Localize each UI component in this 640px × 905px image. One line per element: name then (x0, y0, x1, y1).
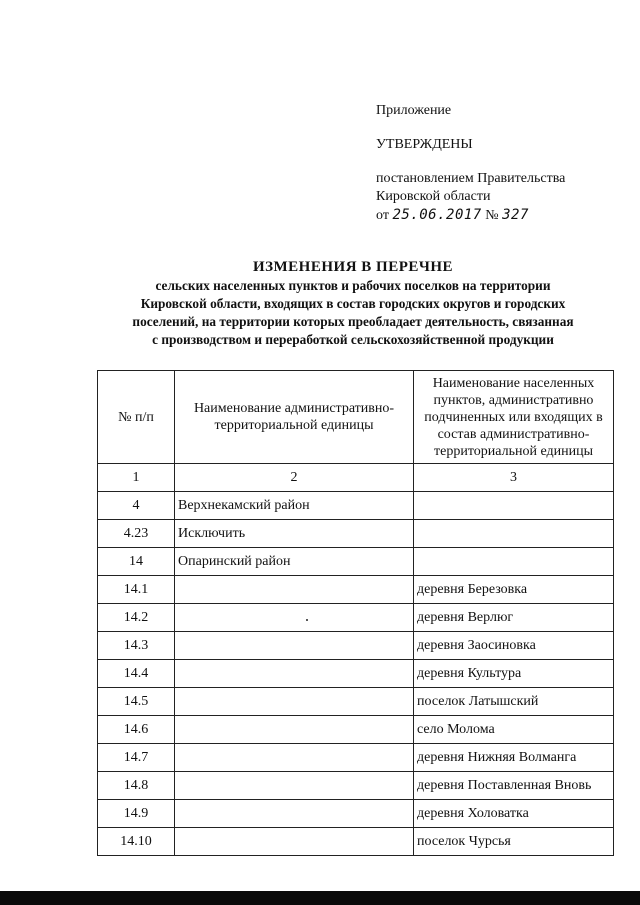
row-number: 14 (98, 548, 175, 576)
row-number: 14.5 (98, 688, 175, 716)
row-settlement: деревня Холоватка (414, 800, 614, 828)
document-title: ИЗМЕНЕНИЯ В ПЕРЕЧНЕ (252, 259, 454, 275)
resolution-line-1: постановлением Правительства (376, 171, 566, 186)
row-settlement: деревня Березовка (414, 576, 614, 604)
table-row (98, 632, 614, 660)
table-row (98, 520, 614, 548)
row-settlement (414, 548, 614, 576)
row-settlement: деревня Заосиновка (414, 632, 614, 660)
number-sign: № (485, 208, 499, 223)
row-unit: Верхнекамский район (175, 492, 414, 520)
row-number: 14.10 (98, 828, 175, 856)
row-unit (175, 604, 414, 632)
approved-label: УТВЕРЖДЕНЫ (376, 137, 473, 152)
row-number: 14.4 (98, 660, 175, 688)
row-unit (175, 660, 414, 688)
row-settlement: село Молома (414, 716, 614, 744)
row-unit (175, 744, 414, 772)
row-number: 14.2 (98, 604, 175, 632)
table-row (98, 548, 614, 576)
row-settlement: деревня Культура (414, 660, 614, 688)
header-unit: Наименование административно-территориальной единицы (175, 371, 414, 464)
row-number: 14.1 (98, 576, 175, 604)
row-number: 14.9 (98, 800, 175, 828)
row-number: 14.7 (98, 744, 175, 772)
scan-bottom-edge (0, 891, 640, 905)
row-number: 14.3 (98, 632, 175, 660)
row-number: 14.6 (98, 716, 175, 744)
row-settlement: деревня Поставленная Вновь (414, 772, 614, 800)
changes-table (97, 370, 614, 856)
handwritten-date: 25.06.2017 (392, 207, 482, 223)
scan-speck (306, 619, 308, 621)
table-row (98, 772, 614, 800)
row-unit (175, 716, 414, 744)
row-unit (175, 828, 414, 856)
subtitle-line-2: Кировской области, входящих в состав городских округов и городских (140, 296, 566, 311)
column-number-1: 1 (98, 464, 175, 492)
row-settlement: деревня Верлюг (414, 604, 614, 632)
subtitle-line-4: с производством и переработкой сельскохозяйственной продукции (152, 332, 554, 347)
subtitle-line-1: сельских населенных пунктов и рабочих поселков на территории (155, 278, 551, 293)
column-number-3: 3 (414, 464, 614, 492)
resolution-date-line (376, 206, 626, 225)
column-number-2: 2 (175, 464, 414, 492)
header-number: № п/п (98, 371, 175, 464)
row-unit (175, 576, 414, 604)
appendix-label: Приложение (376, 103, 452, 118)
table-row (98, 660, 614, 688)
table-row (98, 800, 614, 828)
table-row (98, 716, 614, 744)
row-unit (175, 632, 414, 660)
row-unit (175, 800, 414, 828)
row-settlement (414, 520, 614, 548)
row-settlement: поселок Чурсья (414, 828, 614, 856)
table-row (98, 492, 614, 520)
row-unit (175, 688, 414, 716)
document-heading (60, 257, 640, 349)
handwritten-number: 327 (502, 207, 529, 223)
table-header-row (98, 371, 614, 464)
row-unit (175, 772, 414, 800)
table-row (98, 744, 614, 772)
table-row (98, 604, 614, 632)
row-settlement (414, 492, 614, 520)
subtitle-line-3: поселений, на территории которых преобладает деятельность, связанная (132, 314, 574, 329)
row-number: 14.8 (98, 772, 175, 800)
row-unit: Опаринский район (175, 548, 414, 576)
row-number: 4.23 (98, 520, 175, 548)
row-settlement: поселок Латышский (414, 688, 614, 716)
table-row (98, 576, 614, 604)
table-row (98, 828, 614, 856)
column-number-row (98, 464, 614, 492)
row-unit: Исключить (175, 520, 414, 548)
table-row (98, 688, 614, 716)
header-settlement: Наименование населенных пунктов, административно подчиненных или входящих в состав административно-территориальной единицы (414, 371, 614, 464)
row-settlement: деревня Нижняя Волманга (414, 744, 614, 772)
approval-block (376, 102, 626, 225)
date-prefix: от (376, 208, 389, 223)
resolution-line-2: Кировской области (376, 189, 491, 204)
row-number: 4 (98, 492, 175, 520)
